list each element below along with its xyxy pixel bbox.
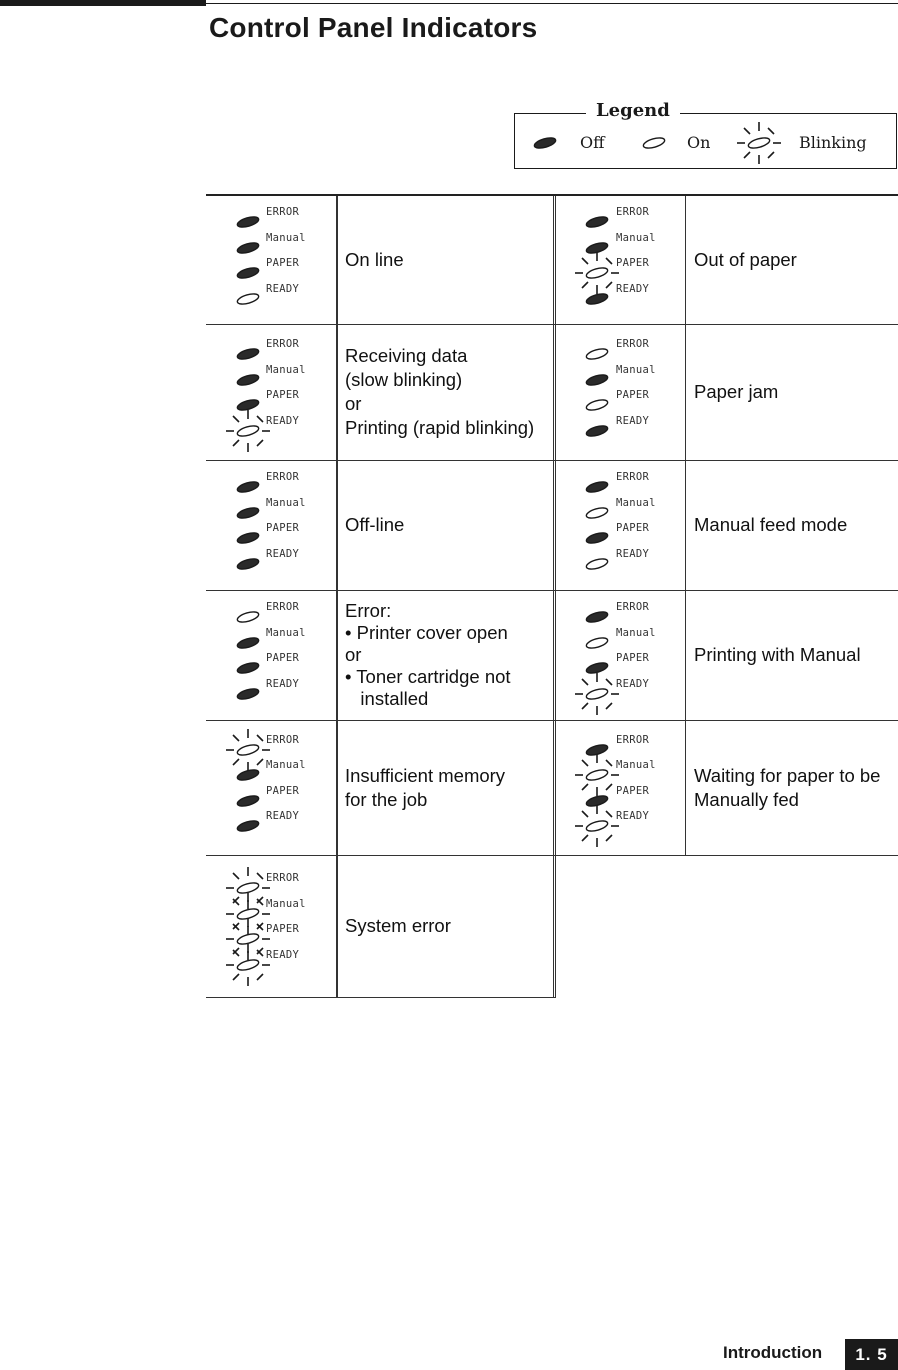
indicator-description <box>694 380 778 404</box>
header-rule <box>206 3 898 4</box>
led-ready-off-icon <box>224 672 272 721</box>
led-label-ready: READY <box>616 282 650 295</box>
led-ready-blink-icon <box>573 672 621 721</box>
led-label-error: ERROR <box>616 601 650 613</box>
led-label-ready: READY <box>616 414 650 427</box>
led-label-manual: Manual <box>266 231 306 244</box>
indicator-description <box>345 914 451 938</box>
description-line: Off-line <box>345 514 405 535</box>
led-ready-off-icon <box>573 409 621 458</box>
indicator-description <box>345 344 534 440</box>
indicator-description <box>345 600 511 710</box>
led-label-paper: PAPER <box>266 389 300 401</box>
table-row-line <box>206 324 898 325</box>
table-col-divider-middle-b <box>555 196 556 997</box>
legend-on-led-icon <box>630 121 678 170</box>
led-label-error: ERROR <box>266 733 300 746</box>
led-label-ready: READY <box>266 677 300 690</box>
description-line: Waiting for paper to be <box>694 764 881 786</box>
table-row-line <box>206 590 898 591</box>
led-label-paper: PAPER <box>266 257 300 269</box>
led-label-manual: Manual <box>616 496 656 509</box>
led-label-error: ERROR <box>616 338 650 350</box>
indicator-description <box>345 248 404 272</box>
led-label-error: ERROR <box>616 733 650 746</box>
led-ready-blink-icon <box>224 943 272 992</box>
table-row-line <box>206 997 556 998</box>
legend-off-led-icon <box>521 121 569 170</box>
led-label-manual: Manual <box>616 626 656 639</box>
led-label-ready: READY <box>616 810 650 822</box>
led-label-paper: PAPER <box>266 652 300 664</box>
table-col-divider-left-b <box>337 196 338 997</box>
led-ready-blink-icon <box>224 409 272 458</box>
led-label-paper: PAPER <box>616 522 650 534</box>
led-label-ready: READY <box>266 414 300 427</box>
description-line: • Printer cover open <box>345 622 508 643</box>
led-label-ready: READY <box>266 547 300 560</box>
led-label-manual: Manual <box>616 759 656 771</box>
indicator-description <box>694 764 880 812</box>
legend-blink-led-icon <box>735 121 783 170</box>
legend-label-on: On <box>687 133 711 152</box>
description-line: or <box>345 393 362 414</box>
description-line: Receiving data <box>345 345 468 366</box>
page-title: Control Panel Indicators <box>209 12 538 43</box>
description-line: installed <box>345 688 429 709</box>
indicator-description <box>694 248 797 272</box>
led-label-error: ERROR <box>266 601 300 613</box>
description-line: Paper jam <box>694 381 779 402</box>
description-line: Error: <box>345 600 392 621</box>
led-ready-off-icon <box>224 542 272 591</box>
led-ready-off-icon <box>224 804 272 853</box>
table-col-divider-middle <box>553 196 554 997</box>
footer-section-label: Introduction <box>723 1343 823 1362</box>
led-label-error: ERROR <box>266 338 300 350</box>
led-label-paper: PAPER <box>616 389 650 401</box>
description-line: Insufficient memory <box>345 764 506 786</box>
description-line: On line <box>345 249 404 270</box>
led-label-error: ERROR <box>266 206 300 218</box>
led-label-paper: PAPER <box>266 923 300 935</box>
led-label-manual: Manual <box>266 626 306 639</box>
indicator-description <box>345 764 505 812</box>
table-row-line <box>206 855 898 856</box>
led-ready-on-icon <box>224 277 272 326</box>
description-line: for the job <box>345 788 428 810</box>
description-line: Printing with Manual <box>694 644 861 665</box>
led-label-paper: PAPER <box>616 257 650 269</box>
table-row-line <box>206 460 898 461</box>
description-line: • Toner cartridge not <box>345 666 511 687</box>
led-label-ready: READY <box>266 948 300 961</box>
description-line: or <box>345 644 362 665</box>
led-label-error: ERROR <box>266 872 300 884</box>
led-label-manual: Manual <box>266 759 306 771</box>
table-row-line <box>206 720 898 721</box>
led-label-paper: PAPER <box>616 652 650 664</box>
description-line: (slow blinking) <box>345 369 463 390</box>
led-label-error: ERROR <box>266 471 300 483</box>
header-bar <box>0 0 206 6</box>
table-top-rule <box>206 194 898 196</box>
led-ready-blink-icon <box>573 804 621 853</box>
indicator-description <box>345 513 404 537</box>
led-label-ready: READY <box>266 810 300 822</box>
legend-label-off: Off <box>580 133 605 152</box>
led-ready-off-icon <box>573 277 621 326</box>
led-label-error: ERROR <box>616 471 650 483</box>
led-label-ready: READY <box>266 282 300 295</box>
description-line: System error <box>345 915 451 936</box>
led-label-manual: Manual <box>266 363 306 376</box>
led-ready-on-icon <box>573 542 621 591</box>
led-label-ready: READY <box>616 547 650 560</box>
led-label-manual: Manual <box>266 496 306 509</box>
led-label-paper: PAPER <box>266 522 300 534</box>
indicator-description <box>694 643 861 667</box>
description-line: Printing (rapid blinking) <box>345 417 535 438</box>
led-label-paper: PAPER <box>616 784 650 797</box>
led-label-error: ERROR <box>616 206 650 218</box>
led-label-manual: Manual <box>266 897 306 910</box>
indicator-description <box>694 513 847 537</box>
led-label-manual: Manual <box>616 231 656 244</box>
footer-page-number: 1. 5 <box>845 1339 898 1370</box>
description-line: Manually fed <box>694 788 799 810</box>
led-label-manual: Manual <box>616 363 656 376</box>
description-line: Manual feed mode <box>694 514 848 535</box>
description-line: Out of paper <box>694 249 797 270</box>
legend-title: Legend <box>586 100 680 121</box>
legend-label-blink: Blinking <box>799 133 867 152</box>
led-label-ready: READY <box>616 677 650 690</box>
led-label-paper: PAPER <box>266 784 300 797</box>
table-col-divider-right <box>685 196 686 855</box>
